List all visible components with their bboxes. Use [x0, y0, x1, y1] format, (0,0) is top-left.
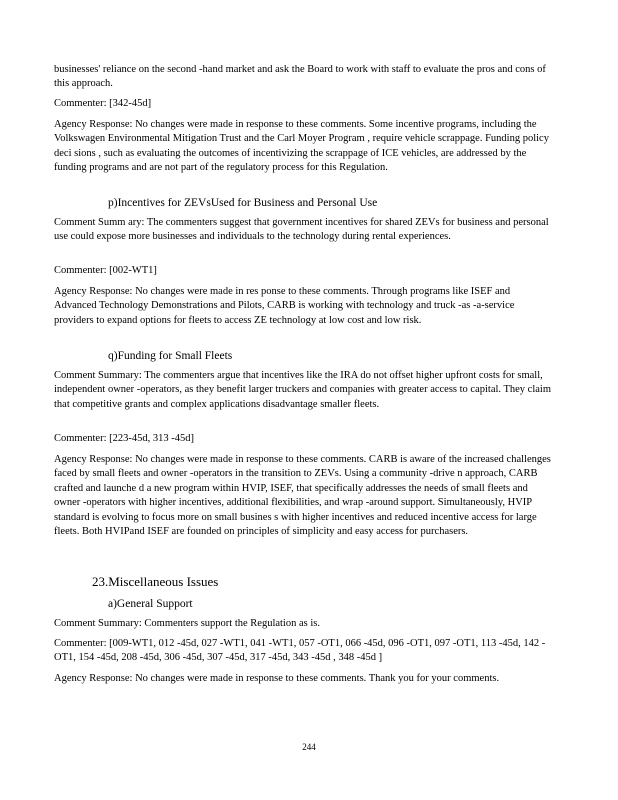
section-p-response: Agency Response: No changes were made in res ponse to these comments. Through programs like ISEF and Advanced Technology Demonstrations and Pilots, CARB is working with technology and truck -as -a-service providers to expand options for fleets to access ZE technology at low cost and low risk.: [54, 286, 515, 326]
intro-agency-response: Agency Response: No changes were made in response to these comments. Some incentive programs, including the Volkswagen Environmental Mitigation Trust and the Carl Moyer Program , require vehicle scrappage. Funding policy deci sions , such as evaluating the outcomes of incentivizing the scrappage of ICE vehicles, are addressed by the funding programs and are not part of the regulatory process for this Regulation.: [54, 119, 549, 174]
page-number: 244: [302, 742, 316, 752]
intro-paragraph: businesses' reliance on the second -hand market and ask the Board to work with staff to evaluate the pros and cons of this approach.: [54, 64, 546, 90]
section-23a-summary: Comment Summary: Commenters support the Regulation as is.: [54, 618, 320, 629]
section-p-summary: Comment Summ ary: The commenters suggest that government incentives for shared ZEVs for business and personal use could expose more businesses and individuals to the technology during rental experiences.: [54, 217, 549, 243]
section-23a-commenter: Commenter: [009-WT1, 012 -45d, 027 -WT1, 041 -WT1, 057 -OT1, 066 -45d, 096 -OT1, 097 -OT1, 113 -45d, 142 -OT1, 154 -45d, 208 -45d, 306 -45d, 307 -45d, 317 -45d, 343 -45d , 348 -45d ]: [54, 638, 546, 664]
section-q-response: Agency Response: No changes were made in response to these comments. CARB is aware of the increased challenges faced by small fleets and owner -operators in the transition to ZEVs. Using a community -drive n approach, CARB crafted and launche d a new program within HVIP, ISEF, that specifically addresses the needs of small fleets and owner -operators with higher incentives, additional flexibilities, and wrap -around support. Simultaneously, HVIP standard is evolving to focus more on small busines s with higher incentives and reduced incentive access for large fleets. Both HVIPand ISEF are founded on principles of simplicity and easy access for purchasers.: [54, 454, 551, 538]
section-q-commenter: Commenter: [223-45d, 313 -45d]: [54, 433, 194, 444]
section-23a-response: Agency Response: No changes were made in response to these comments. Thank you for your comments.: [54, 673, 500, 684]
section-p-heading: p)Incentives for ZEVsUsed for Business and Personal Use: [108, 197, 378, 209]
intro-commenter: Commenter: [342-45d]: [54, 98, 152, 109]
section-q-heading: q)Funding for Small Fleets: [108, 350, 233, 362]
section-23a-heading: a)General Support: [108, 598, 193, 610]
section-p-commenter: Commenter: [002-WT1]: [54, 265, 157, 276]
section-q-summary: Comment Summary: The commenters argue that incentives like the IRA do not offset higher upfront costs for small, independent owner -operators, as they benefit larger truckers and companies with greater access to capital. They claim that competitive grants and complex applications disadvantage smaller fleets.: [54, 370, 551, 410]
section-23-heading: 23.Miscellaneous Issues: [92, 574, 219, 589]
